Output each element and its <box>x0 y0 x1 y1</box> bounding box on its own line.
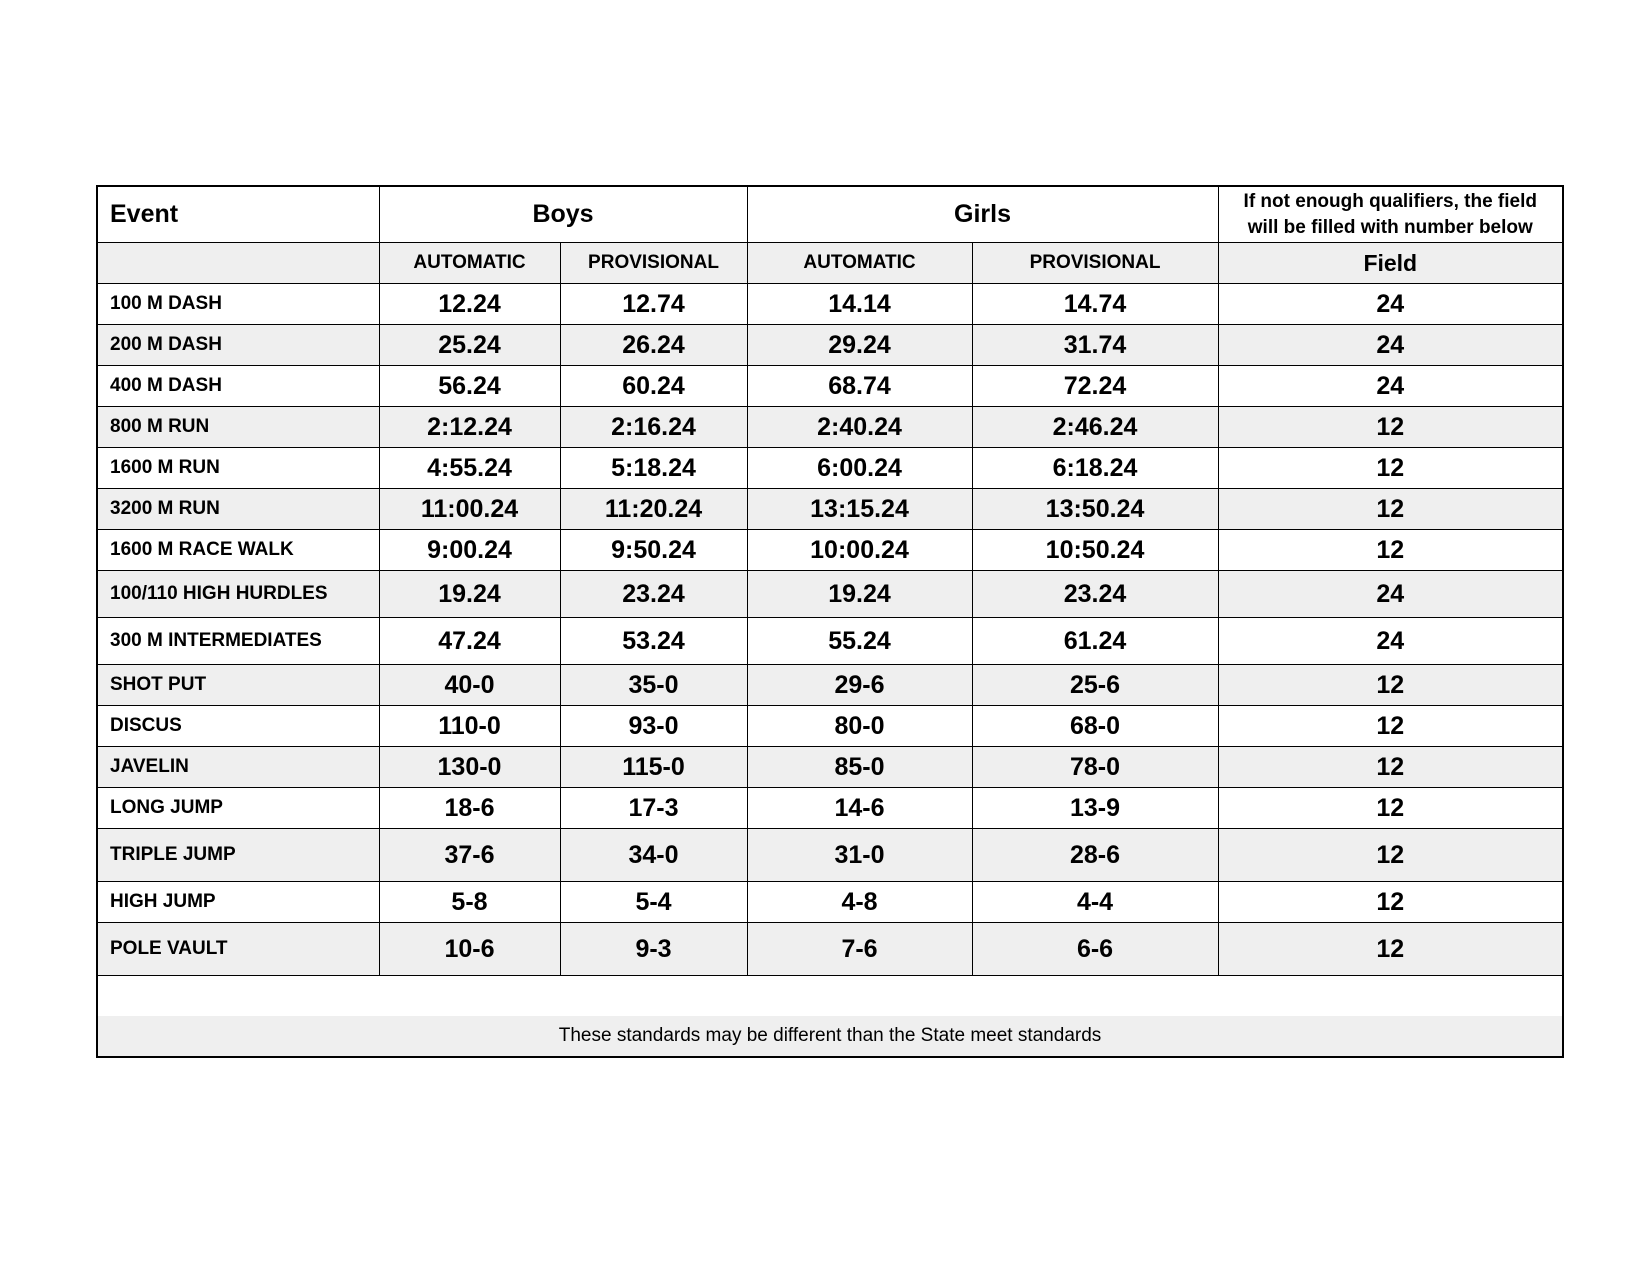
table-row <box>97 618 1563 665</box>
girls-automatic-cell: 68.74 <box>747 366 972 407</box>
boys-group-header: Boys <box>379 186 747 243</box>
girls-provisional-cell: 10:50.24 <box>972 530 1218 571</box>
girls-automatic-cell: 29-6 <box>747 665 972 706</box>
boys-provisional-cell: 5:18.24 <box>560 448 747 489</box>
boys-provisional-cell: 34-0 <box>560 829 747 882</box>
boys-provisional-cell: 93-0 <box>560 706 747 747</box>
boys-automatic-cell: 25.24 <box>379 325 560 366</box>
boys-automatic-cell: 47.24 <box>379 618 560 665</box>
boys-automatic-cell: 40-0 <box>379 665 560 706</box>
footer-note: These standards may be different than the State meet standards <box>97 1016 1563 1057</box>
field-size-cell: 12 <box>1218 530 1563 571</box>
table-row <box>97 665 1563 706</box>
boys-provisional-cell: 11:20.24 <box>560 489 747 530</box>
boys-automatic-cell: 56.24 <box>379 366 560 407</box>
table-row <box>97 366 1563 407</box>
boys-automatic-cell: 4:55.24 <box>379 448 560 489</box>
boys-provisional-cell: 5-4 <box>560 882 747 923</box>
boys-provisional-cell: 17-3 <box>560 788 747 829</box>
event-subheader-blank <box>97 243 379 284</box>
boys-automatic-cell: 12.24 <box>379 284 560 325</box>
boys-provisional-cell: 35-0 <box>560 665 747 706</box>
boys-provisional-cell: 60.24 <box>560 366 747 407</box>
girls-automatic-cell: 6:00.24 <box>747 448 972 489</box>
girls-provisional-cell: 6:18.24 <box>972 448 1218 489</box>
field-size-cell: 24 <box>1218 325 1563 366</box>
field-size-cell: 12 <box>1218 923 1563 976</box>
boys-automatic-cell: 9:00.24 <box>379 530 560 571</box>
girls-automatic-cell: 14.14 <box>747 284 972 325</box>
boys-provisional-cell: 2:16.24 <box>560 407 747 448</box>
field-size-cell: 12 <box>1218 448 1563 489</box>
field-fill-note-line2: will be filled with number below <box>1247 216 1533 238</box>
event-name-cell: 100 M DASH <box>97 284 379 325</box>
girls-provisional-cell: 31.74 <box>972 325 1218 366</box>
event-name-cell: 100/110 HIGH HURDLES <box>97 571 379 618</box>
field-size-cell: 12 <box>1218 407 1563 448</box>
girls-automatic-cell: 13:15.24 <box>747 489 972 530</box>
boys-automatic-cell: 37-6 <box>379 829 560 882</box>
boys-provisional-cell: 26.24 <box>560 325 747 366</box>
table-row <box>97 923 1563 976</box>
event-name-cell: 1600 M RUN <box>97 448 379 489</box>
boys-provisional-cell: 9:50.24 <box>560 530 747 571</box>
table-row <box>97 747 1563 788</box>
table-row <box>97 284 1563 325</box>
event-name-cell: 200 M DASH <box>97 325 379 366</box>
footer-spacer-row <box>97 976 1563 1017</box>
girls-automatic-cell: 14-6 <box>747 788 972 829</box>
boys-provisional-header: PROVISIONAL <box>560 243 747 284</box>
girls-automatic-cell: 31-0 <box>747 829 972 882</box>
girls-automatic-cell: 10:00.24 <box>747 530 972 571</box>
girls-group-header: Girls <box>747 186 1218 243</box>
boys-provisional-cell: 9-3 <box>560 923 747 976</box>
event-name-cell: SHOT PUT <box>97 665 379 706</box>
girls-automatic-cell: 4-8 <box>747 882 972 923</box>
event-name-cell: HIGH JUMP <box>97 882 379 923</box>
girls-provisional-cell: 25-6 <box>972 665 1218 706</box>
boys-automatic-cell: 10-6 <box>379 923 560 976</box>
event-name-cell: 300 M INTERMEDIATES <box>97 618 379 665</box>
table-row <box>97 788 1563 829</box>
table-row <box>97 829 1563 882</box>
table-row <box>97 407 1563 448</box>
field-size-cell: 12 <box>1218 747 1563 788</box>
field-size-cell: 12 <box>1218 788 1563 829</box>
girls-provisional-cell: 2:46.24 <box>972 407 1218 448</box>
event-name-cell: 1600 M RACE WALK <box>97 530 379 571</box>
boys-provisional-cell: 115-0 <box>560 747 747 788</box>
girls-provisional-cell: 13-9 <box>972 788 1218 829</box>
boys-automatic-cell: 18-6 <box>379 788 560 829</box>
girls-provisional-cell: 61.24 <box>972 618 1218 665</box>
girls-provisional-cell: 4-4 <box>972 882 1218 923</box>
boys-provisional-cell: 23.24 <box>560 571 747 618</box>
girls-automatic-cell: 29.24 <box>747 325 972 366</box>
field-size-cell: 24 <box>1218 284 1563 325</box>
event-name-cell: 3200 M RUN <box>97 489 379 530</box>
footer-note-row <box>97 1016 1563 1057</box>
field-size-cell: 12 <box>1218 706 1563 747</box>
girls-automatic-cell: 55.24 <box>747 618 972 665</box>
event-name-cell: LONG JUMP <box>97 788 379 829</box>
field-size-cell: 12 <box>1218 882 1563 923</box>
footer-spacer-cell <box>97 976 1563 1017</box>
girls-provisional-cell: 13:50.24 <box>972 489 1218 530</box>
field-fill-note <box>1218 186 1563 243</box>
event-name-cell: JAVELIN <box>97 747 379 788</box>
boys-provisional-cell: 53.24 <box>560 618 747 665</box>
girls-automatic-cell: 7-6 <box>747 923 972 976</box>
table-row <box>97 325 1563 366</box>
boys-automatic-cell: 5-8 <box>379 882 560 923</box>
boys-provisional-cell: 12.74 <box>560 284 747 325</box>
table-row <box>97 706 1563 747</box>
girls-automatic-cell: 80-0 <box>747 706 972 747</box>
field-size-cell: 24 <box>1218 366 1563 407</box>
girls-provisional-cell: 6-6 <box>972 923 1218 976</box>
qualifying-standards-table <box>96 185 1564 1058</box>
event-name-cell: DISCUS <box>97 706 379 747</box>
boys-automatic-cell: 2:12.24 <box>379 407 560 448</box>
girls-provisional-cell: 78-0 <box>972 747 1218 788</box>
header-row-groups <box>97 186 1563 243</box>
field-size-cell: 24 <box>1218 571 1563 618</box>
girls-provisional-cell: 72.24 <box>972 366 1218 407</box>
boys-automatic-cell: 130-0 <box>379 747 560 788</box>
field-size-cell: 24 <box>1218 618 1563 665</box>
field-column-header: Field <box>1218 243 1563 284</box>
event-name-cell: TRIPLE JUMP <box>97 829 379 882</box>
field-size-cell: 12 <box>1218 489 1563 530</box>
girls-automatic-header: AUTOMATIC <box>747 243 972 284</box>
boys-automatic-cell: 110-0 <box>379 706 560 747</box>
table-row <box>97 448 1563 489</box>
event-name-cell: 400 M DASH <box>97 366 379 407</box>
girls-provisional-cell: 14.74 <box>972 284 1218 325</box>
girls-automatic-cell: 19.24 <box>747 571 972 618</box>
event-name-cell: 800 M RUN <box>97 407 379 448</box>
table-row <box>97 530 1563 571</box>
girls-provisional-header: PROVISIONAL <box>972 243 1218 284</box>
girls-provisional-cell: 68-0 <box>972 706 1218 747</box>
girls-provisional-cell: 23.24 <box>972 571 1218 618</box>
boys-automatic-header: AUTOMATIC <box>379 243 560 284</box>
field-size-cell: 12 <box>1218 665 1563 706</box>
field-size-cell: 12 <box>1218 829 1563 882</box>
girls-automatic-cell: 85-0 <box>747 747 972 788</box>
girls-provisional-cell: 28-6 <box>972 829 1218 882</box>
header-row-subcolumns <box>97 243 1563 284</box>
boys-automatic-cell: 11:00.24 <box>379 489 560 530</box>
table-row <box>97 571 1563 618</box>
boys-automatic-cell: 19.24 <box>379 571 560 618</box>
table-row <box>97 882 1563 923</box>
event-name-cell: POLE VAULT <box>97 923 379 976</box>
event-column-header: Event <box>97 186 379 243</box>
table-row <box>97 489 1563 530</box>
qualifying-standards-sheet <box>96 185 1562 1058</box>
girls-automatic-cell: 2:40.24 <box>747 407 972 448</box>
field-fill-note-line1: If not enough qualifiers, the field <box>1243 190 1537 212</box>
